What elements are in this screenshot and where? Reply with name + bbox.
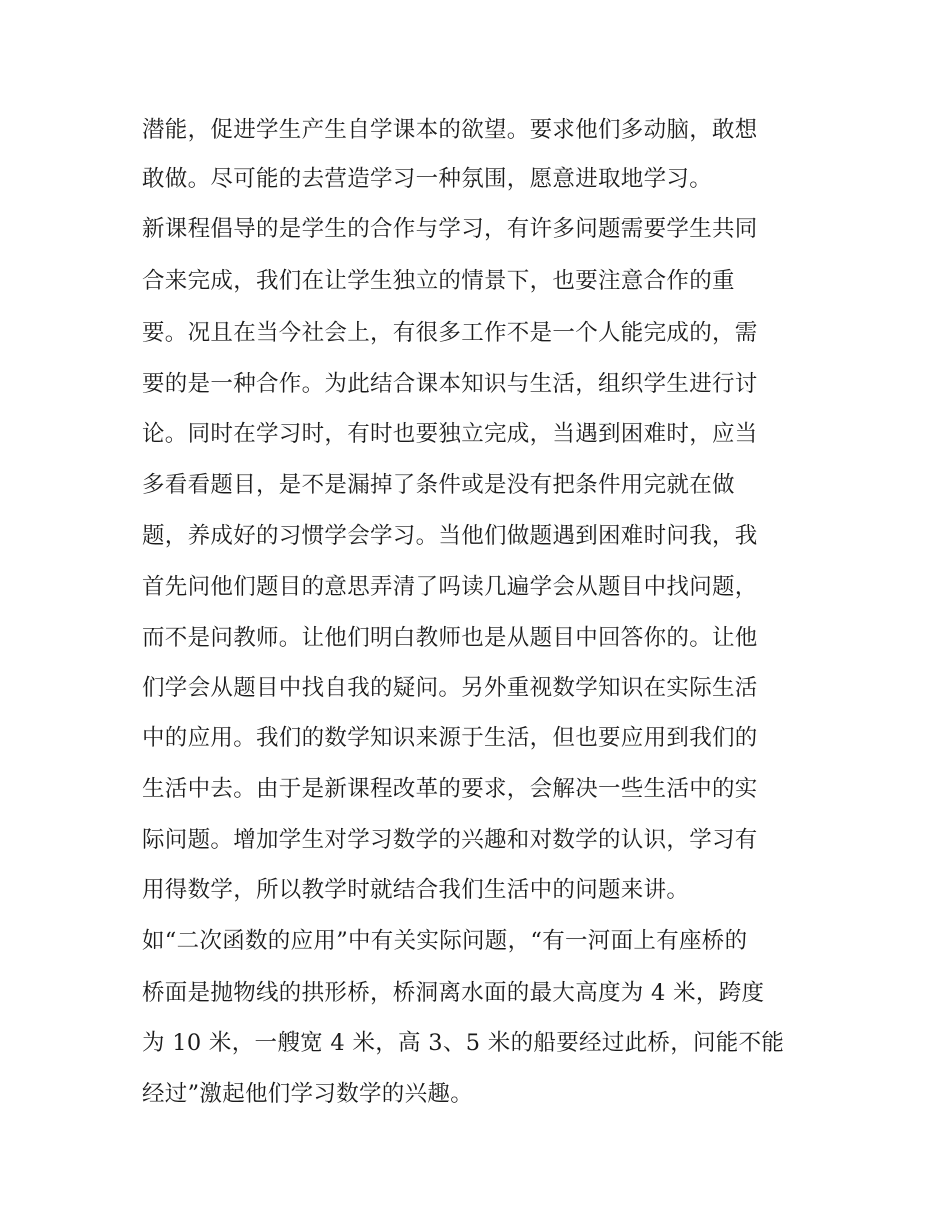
text-line-9: 题，养成好的习惯学会学习。当他们做题遇到困难时问我，我 [142,523,758,549]
text-line-14: 生活中去。由于是新课程改革的要求，会解决一些生活中的实 [142,776,758,802]
text-line-20: 经过”激起他们学习数学的兴趣。 [142,1081,474,1107]
text-line-11: 而不是问教师。让他们明白教师也是从题目中回答你的。让他 [142,625,758,651]
text-line-18: 桥面是抛物线的拱形桥，桥洞离水面的最大高度为 4 米，跨度 [142,980,765,1006]
text-line-6: 要的是一种合作。为此结合课本知识与生活，组织学生进行讨 [142,371,758,397]
text-line-10: 首先问他们题目的意思弄清了吗读几遍学会从题目中找问题， [142,574,758,600]
text-line-5: 要。况且在当今社会上，有很多工作不是一个人能完成的，需 [142,320,758,346]
text-line-7: 论。同时在学习时，有时也要独立完成，当遇到困难时，应当 [142,421,758,447]
text-line-1: 潜能，促进学生产生自学课本的欲望。要求他们多动脑，敢想 [142,117,758,143]
text-line-19: 为 10 米，一艘宽 4 米，高 3、5 米的船要经过此桥，问能不能 [142,1030,785,1056]
text-line-12: 们学会从题目中找自我的疑问。另外重视数学知识在实际生活 [142,675,758,701]
text-line-4: 合来完成，我们在让学生独立的情景下，也要注意合作的重 [142,268,735,294]
text-line-15: 际问题。增加学生对学习数学的兴趣和对数学的认识，学习有 [142,827,758,853]
text-line-3: 新课程倡导的是学生的合作与学习，有许多问题需要学生共同 [142,216,758,242]
text-line-16: 用得数学，所以教学时就结合我们生活中的问题来讲。 [142,877,690,903]
text-line-2: 敢做。尽可能的去营造学习一种氛围，愿意进取地学习。 [142,166,713,192]
text-line-17: 如“二次函数的应用”中有关实际问题，“有一河面上有座桥的 [142,928,748,954]
text-line-13: 中的应用。我们的数学知识来源于生活，但也要应用到我们的 [142,725,758,751]
text-line-8: 多看看题目，是不是漏掉了条件或是没有把条件用完就在做 [142,472,735,498]
